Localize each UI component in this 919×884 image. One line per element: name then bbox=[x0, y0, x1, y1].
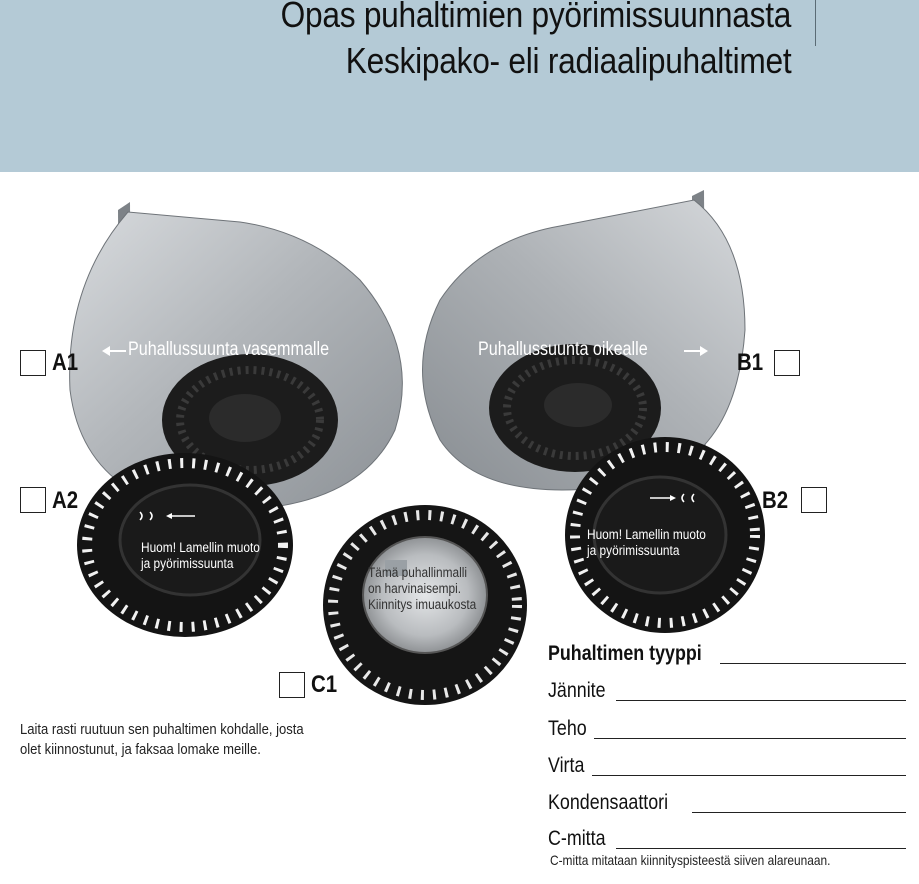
voltage-label: Jännite bbox=[548, 679, 606, 702]
c-dimension-field[interactable] bbox=[616, 848, 906, 850]
flow-direction-label-right: Puhallussuunta oikealle bbox=[478, 339, 648, 360]
checkbox-a2[interactable] bbox=[20, 487, 46, 513]
instructions-line: olet kiinnostunut, ja faksaa lomake meille. bbox=[20, 742, 261, 758]
form-row-current bbox=[548, 752, 906, 782]
fan-type-label: Puhaltimen tyyppi bbox=[548, 642, 702, 665]
option-code-a2: A2 bbox=[52, 487, 79, 514]
note-line: ja pyörimissuunta bbox=[587, 543, 680, 558]
note-line: Huom! Lamellin muoto bbox=[587, 527, 706, 542]
note-line: ja pyörimissuunta bbox=[141, 556, 234, 571]
form-row-c-dimension bbox=[548, 825, 906, 855]
checkbox-b1[interactable] bbox=[774, 350, 800, 376]
fan-type-field[interactable] bbox=[720, 663, 906, 665]
c-dimension-label: C-mitta bbox=[548, 827, 606, 850]
capacitor-label: Kondensaattori bbox=[548, 791, 669, 814]
title-line-2: Keskipako- eli radiaalipuhaltimet bbox=[345, 40, 791, 81]
header-band bbox=[0, 0, 919, 172]
option-code-a1: A1 bbox=[52, 349, 79, 376]
voltage-field[interactable] bbox=[616, 700, 906, 702]
capacitor-field[interactable] bbox=[692, 812, 906, 814]
form-row-capacitor bbox=[548, 789, 906, 819]
checkbox-a1[interactable] bbox=[20, 350, 46, 376]
header-divider bbox=[815, 0, 816, 46]
current-label: Virta bbox=[548, 754, 585, 777]
option-code-b1: B1 bbox=[737, 349, 764, 376]
instructions-line: Laita rasti ruutuun sen puhaltimen kohdalle, josta bbox=[20, 722, 304, 738]
note-line: Tämä puhallinmalli bbox=[368, 565, 468, 580]
checkbox-c1[interactable] bbox=[279, 672, 305, 698]
note-line: Huom! Lamellin muoto bbox=[141, 540, 260, 555]
current-field[interactable] bbox=[592, 775, 906, 777]
note-line: on harvinaisempi. bbox=[368, 581, 462, 596]
instructions-text bbox=[20, 720, 304, 760]
form-row-voltage bbox=[548, 677, 906, 707]
impeller-note-center bbox=[368, 565, 476, 613]
impeller-note-right bbox=[587, 527, 706, 559]
option-code-b2: B2 bbox=[762, 487, 789, 514]
power-label: Teho bbox=[548, 717, 587, 740]
checkbox-b2[interactable] bbox=[801, 487, 827, 513]
fan-illustrations bbox=[0, 172, 919, 712]
power-field[interactable] bbox=[594, 738, 906, 740]
title-line-1: Opas puhaltimien pyörimissuunnasta bbox=[280, 0, 791, 35]
note-line: Kiinnitys imuaukosta bbox=[368, 597, 477, 612]
form-row-power bbox=[548, 715, 906, 745]
c-dimension-footnote: C-mitta mitataan kiinnityspisteestä siiven alareunaan. bbox=[550, 852, 831, 868]
form-row-fan-type bbox=[548, 640, 906, 670]
option-code-c1: C1 bbox=[311, 671, 338, 698]
impeller-note-left bbox=[141, 540, 260, 572]
flow-direction-label-left: Puhallussuunta vasemmalle bbox=[128, 339, 330, 360]
